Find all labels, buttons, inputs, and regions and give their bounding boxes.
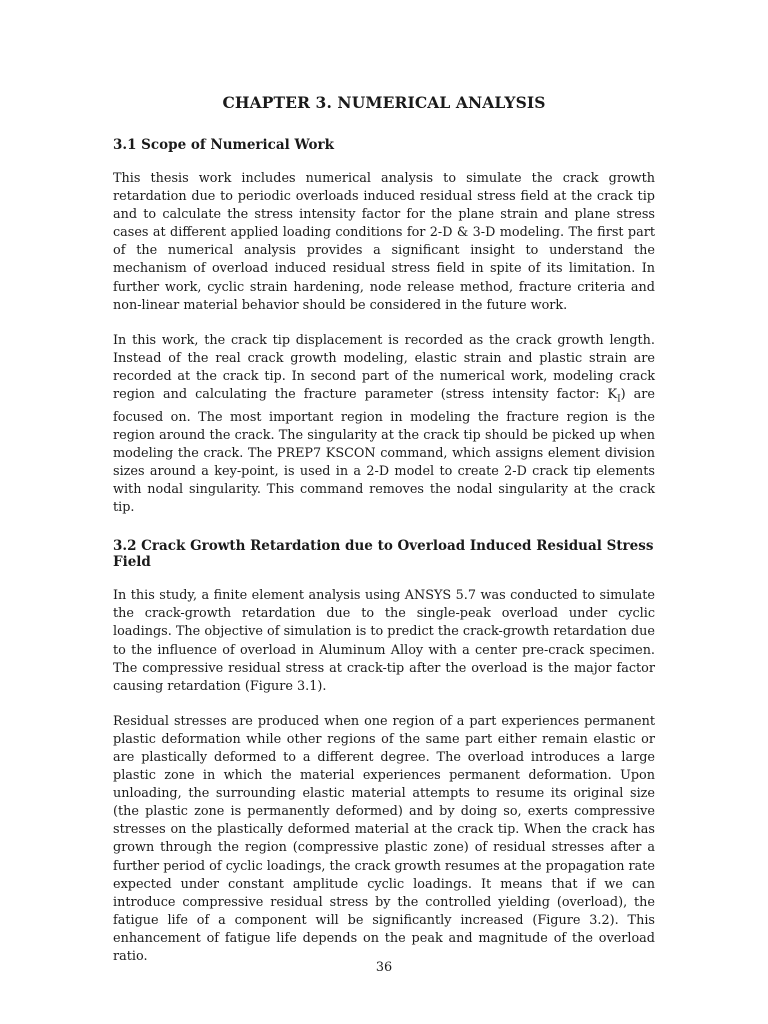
section-heading-3-1: 3.1 Scope of Numerical Work <box>113 137 334 153</box>
paragraph-scope: This thesis work includes numerical analysis to simulate the crack growth retardation due to periodic overloads induced residual stress field at the crack tip and to calculate the stress intensity factor for the plane strain and plane stress cases at different applied loading conditions for 2-D & 3-D modeling. The first part of the numerical analysis provides a significant insight to understand the mechanism of overload induced residual stress field in spite of its limitation. In further work, cyclic strain hardening, node release method, fracture criteria and non-linear material behavior should be considered in the future work. <box>113 171 655 313</box>
paragraph-crack-tip-text-b: ) are focused on. The most important region in modeling the fracture region is the region around the crack. The singularity at the crack tip should be picked up when modeling the crack. The PREP7 KSCON command, which assigns element division sizes around a key-point, is used in a 2-D model to create 2-D crack tip elements with nodal singularity. This command removes the nodal singularity at the crack tip. <box>113 387 655 516</box>
page-number: 36 <box>375 960 393 975</box>
chapter-title: CHAPTER 3. NUMERICAL ANALYSIS <box>222 93 546 112</box>
paragraph-crack-tip <box>113 332 655 517</box>
subscript-k-index: I <box>617 394 621 405</box>
section-heading-3-2: 3.2 Crack Growth Retardation due to Overload Induced Residual Stress Field <box>113 538 654 571</box>
paragraph-crack-tip-text-a: In this work, the crack tip displacement is recorded as the crack growth length. Instead of the real crack growth modeling, elastic strain and plastic strain are recorded at the crack tip. In second part of the numerical work, modeling crack region and calculating the fracture parameter (stress intensity factor: K <box>113 332 655 403</box>
paragraph-ansys-study: In this study, a finite element analysis using ANSYS 5.7 was conducted to simulate the crack-growth retardation due to the single-peak overload under cyclic loadings. The objective of simulation is to predict the crack-growth retardation due to the influence of overload in Aluminum Alloy with a center pre-crack specimen. The compressive residual stress at crack-tip after the overload is the major factor causing retardation (Figure 3.1). <box>113 588 655 694</box>
paragraph-residual-stresses: Residual stresses are produced when one region of a part experiences permanent plastic deformation while other regions of the same part either remain elastic or are plastically deformed to a different degree. The overload introduces a large plastic zone in which the material experiences permanent deformation. Upon unloading, the surrounding elastic material attempts to resume its original size (the plastic zone is permanently deformed) and by doing so, exerts compressive stresses on the plastically deformed material at the crack tip. When the crack has grown through the region (compressive plastic zone) of residual stresses after a further period of cyclic loadings, the crack growth resumes at the propagation rate expected under constant amplitude cyclic loadings. It means that if we can introduce compressive residual stress by the controlled yielding (overload), the fatigue life of a component will be significantly increased (Figure 3.2). This enhancement of fatigue life depends on the peak and magnitude of the overload ratio. <box>113 713 655 965</box>
